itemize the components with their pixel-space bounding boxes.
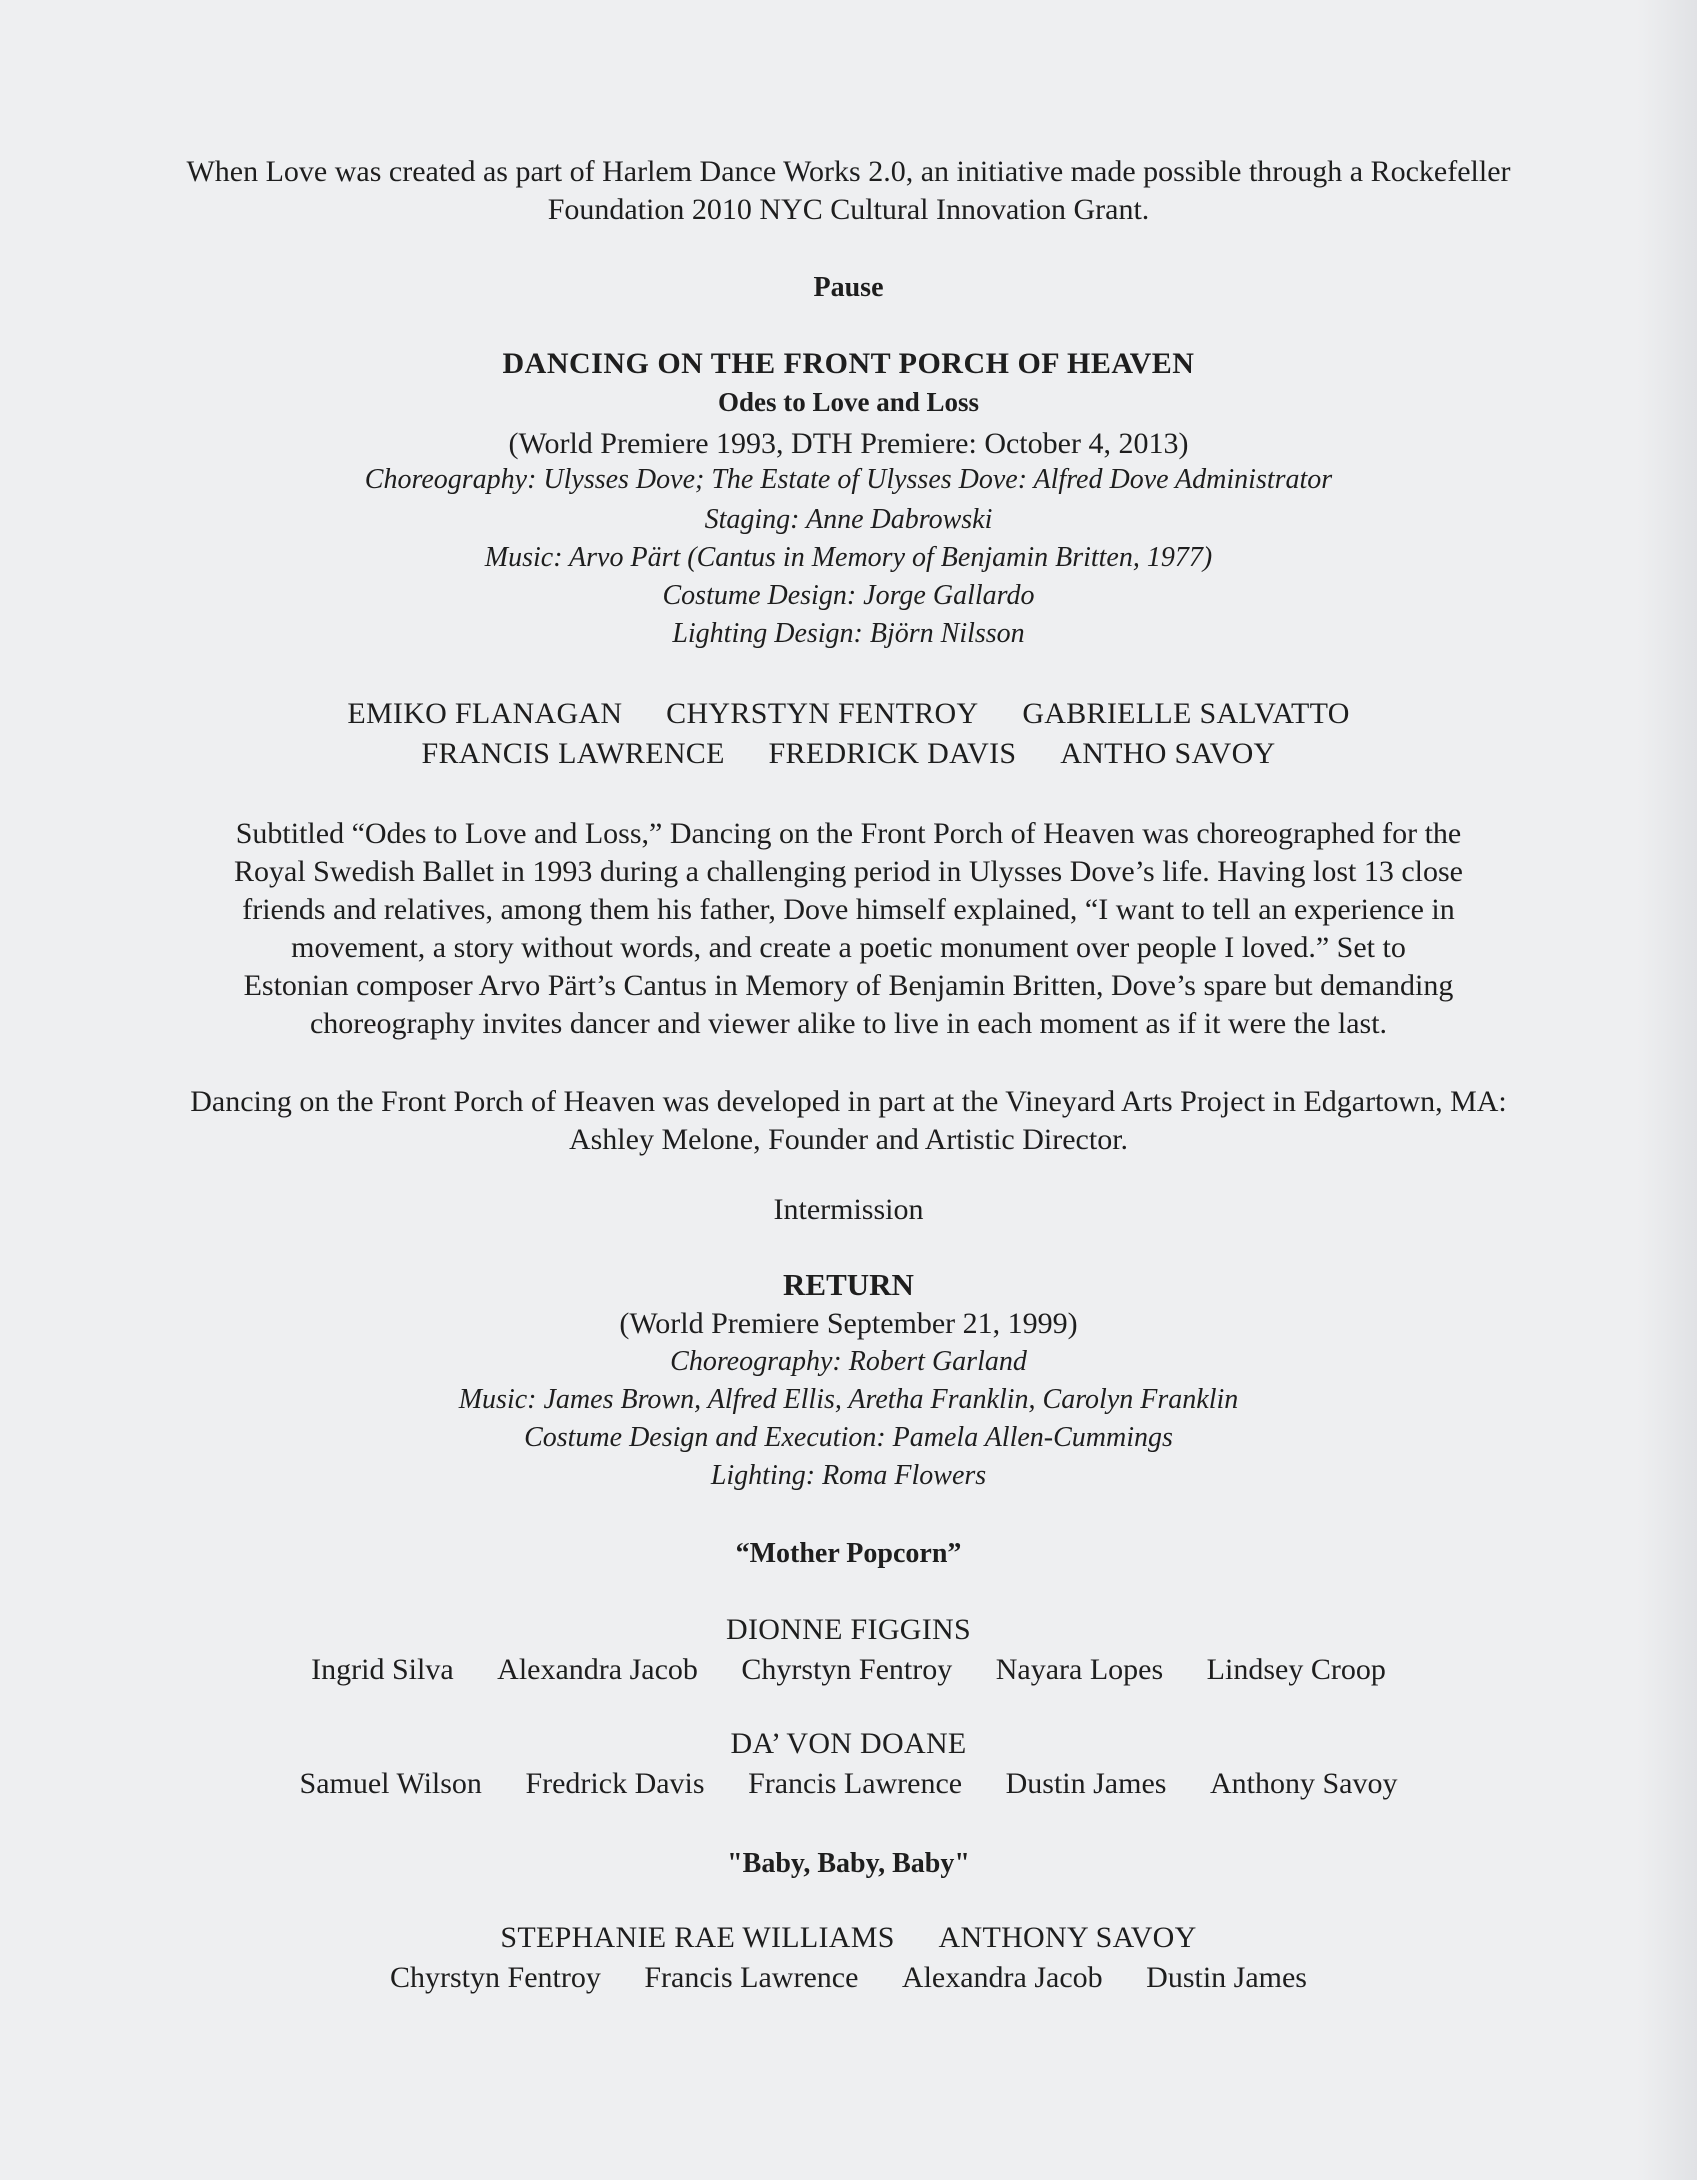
cast-name: GABRIELLE SALVATTO bbox=[1022, 697, 1350, 730]
dancing-credit-staging: Staging: Anne Dabrowski bbox=[704, 504, 993, 535]
lead-name: ANTHONY SAVOY bbox=[938, 1921, 1197, 1954]
intermission-label: Intermission bbox=[773, 1193, 924, 1226]
cast-name: Chyrstyn Fentroy bbox=[390, 1961, 601, 1994]
cast-name: ANTHO SAVOY bbox=[1060, 737, 1276, 770]
dancing-credit-choreography: Choreography: Ulysses Dove; The Estate of Ulysses Dove: Alfred Dove Administrator bbox=[364, 464, 1333, 495]
pause-heading: Pause bbox=[813, 272, 884, 303]
cast-name: FREDRICK DAVIS bbox=[768, 737, 1017, 770]
dancing-description-line: Estonian composer Arvo Pärt’s Cantus in Memory of Benjamin Britten, Dove’s spare but demanding bbox=[243, 969, 1454, 1002]
intro-line-2: Foundation 2010 NYC Cultural Innovation Grant. bbox=[547, 193, 1150, 226]
dancing-credit-lighting: Lighting Design: Björn Nilsson bbox=[672, 618, 1025, 649]
dancing-premiere: (World Premiere 1993, DTH Premiere: October 4, 2013) bbox=[508, 427, 1189, 460]
return-credit-lighting: Lighting: Roma Flowers bbox=[710, 1460, 987, 1491]
cast-name: Lindsey Croop bbox=[1206, 1653, 1386, 1686]
cast-name: Dustin James bbox=[1146, 1961, 1307, 1994]
cast-name: Francis Lawrence bbox=[644, 1961, 859, 1994]
dancing-cast-row-1 bbox=[0, 694, 1697, 734]
dancing-description-line: movement, a story without words, and create a poetic monument over people I loved.” Set to bbox=[291, 931, 1406, 964]
cast-name: Ingrid Silva bbox=[311, 1653, 454, 1686]
cast-name: Samuel Wilson bbox=[299, 1767, 482, 1800]
cast-name: Fredrick Davis bbox=[525, 1767, 705, 1800]
dancing-description-line: Royal Swedish Ballet in 1993 during a challenging period in Ulysses Dove’s life. Having lost 13 close bbox=[234, 855, 1463, 888]
mother-popcorn-lead-2: DA’ VON DOANE bbox=[730, 1727, 967, 1760]
dancing-development-line-1: Dancing on the Front Porch of Heaven was developed in part at the Vineyard Arts Project in Edgartown, MA: bbox=[190, 1085, 1507, 1118]
intro-line-1: When Love was created as part of Harlem Dance Works 2.0, an initiative made possible through a Rockefeller bbox=[186, 155, 1511, 188]
return-title: RETURN bbox=[783, 1267, 914, 1302]
mother-popcorn-lead-1: DIONNE FIGGINS bbox=[725, 1613, 972, 1646]
dancing-description-line: choreography invites dancer and viewer alike to live in each moment as if it were the last. bbox=[309, 1007, 1388, 1040]
return-credit-choreography: Choreography: Robert Garland bbox=[670, 1346, 1027, 1377]
return-credit-music: Music: James Brown, Alfred Ellis, Aretha Franklin, Carolyn Franklin bbox=[458, 1384, 1239, 1415]
mother-popcorn-cast-row-1 bbox=[0, 1650, 1697, 1690]
cast-name: Chyrstyn Fentroy bbox=[741, 1653, 953, 1686]
return-credit-costume: Costume Design and Execution: Pamela Allen-Cummings bbox=[524, 1422, 1173, 1453]
dancing-development-line-2: Ashley Melone, Founder and Artistic Director. bbox=[568, 1123, 1129, 1156]
cast-name: CHYRSTYN FENTROY bbox=[666, 697, 979, 730]
dancing-description-line: Subtitled “Odes to Love and Loss,” Dancing on the Front Porch of Heaven was choreographed for the bbox=[235, 817, 1462, 850]
cast-name: Nayara Lopes bbox=[995, 1653, 1164, 1686]
dancing-title: DANCING ON THE FRONT PORCH OF HEAVEN bbox=[502, 347, 1195, 380]
return-premiere: (World Premiere September 21, 1999) bbox=[619, 1307, 1078, 1340]
baby-baby-baby-title: "Baby, Baby, Baby" bbox=[727, 1848, 970, 1879]
cast-name: Anthony Savoy bbox=[1209, 1767, 1398, 1800]
cast-name: EMIKO FLANAGAN bbox=[347, 697, 623, 730]
cast-name: Dustin James bbox=[1005, 1767, 1167, 1800]
dancing-subtitle: Odes to Love and Loss bbox=[717, 387, 980, 417]
dancing-credit-costume: Costume Design: Jorge Gallardo bbox=[662, 580, 1035, 611]
lead-name: STEPHANIE RAE WILLIAMS bbox=[500, 1921, 895, 1954]
baby-baby-baby-cast-row bbox=[0, 1958, 1697, 1998]
dancing-credit-music: Music: Arvo Pärt (Cantus in Memory of Benjamin Britten, 1977) bbox=[484, 542, 1213, 573]
cast-name: Alexandra Jacob bbox=[901, 1961, 1103, 1994]
dancing-cast-row-2 bbox=[0, 734, 1697, 774]
cast-name: Alexandra Jacob bbox=[497, 1653, 698, 1686]
mother-popcorn-title: “Mother Popcorn” bbox=[735, 1538, 962, 1569]
dancing-description-line: friends and relatives, among them his father, Dove himself explained, “I want to tell an experience in bbox=[242, 893, 1455, 926]
baby-baby-baby-leads bbox=[0, 1918, 1697, 1958]
cast-name: FRANCIS LAWRENCE bbox=[421, 737, 725, 770]
cast-name: Francis Lawrence bbox=[748, 1767, 963, 1800]
mother-popcorn-cast-row-2 bbox=[0, 1764, 1697, 1804]
